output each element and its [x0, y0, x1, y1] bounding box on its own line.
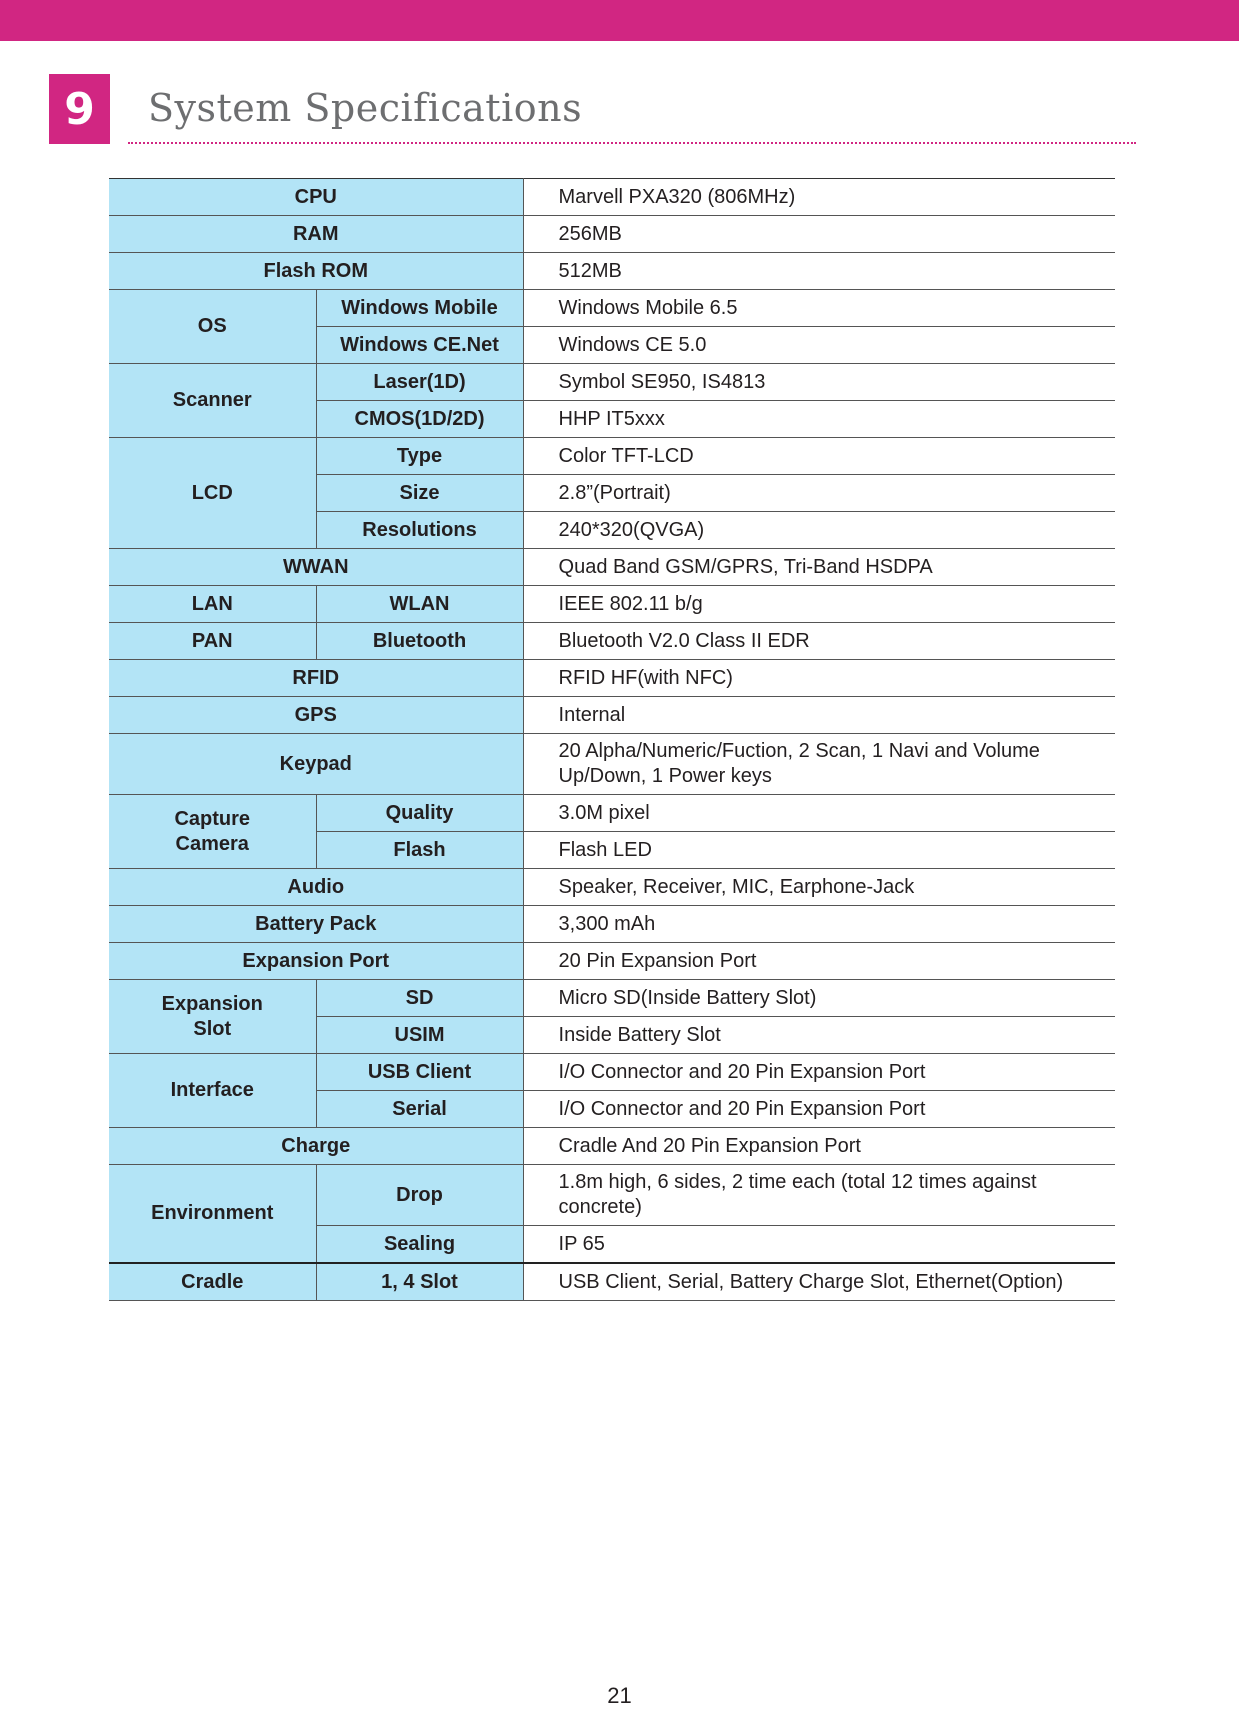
table-row: [109, 1165, 1115, 1226]
spec-value: Bluetooth V2.0 Class II EDR: [523, 623, 1115, 660]
spec-label: Keypad: [109, 734, 523, 795]
table-row: [109, 179, 1115, 216]
table-row: [109, 1054, 1115, 1091]
spec-value: 240*320(QVGA): [523, 512, 1115, 549]
spec-value: Inside Battery Slot: [523, 1017, 1115, 1054]
spec-group-label: PAN: [109, 623, 316, 660]
spec-sublabel: Quality: [316, 795, 523, 832]
spec-label-line: Capture: [174, 807, 251, 830]
spec-sublabel: Drop: [316, 1165, 523, 1226]
spec-label: GPS: [109, 697, 523, 734]
spec-sublabel: Flash: [316, 832, 523, 869]
spec-label: RAM: [109, 216, 523, 253]
spec-sublabel: Resolutions: [316, 512, 523, 549]
spec-value-line: concrete): [558, 1196, 642, 1218]
spec-value: 3.0M pixel: [523, 795, 1115, 832]
spec-label-line: Camera: [175, 832, 249, 855]
spec-sublabel: Windows CE.Net: [316, 327, 523, 364]
spec-label-line: Expansion: [161, 992, 263, 1015]
spec-value: Windows Mobile 6.5: [523, 290, 1115, 327]
spec-sublabel: Size: [316, 475, 523, 512]
spec-value: Internal: [523, 697, 1115, 734]
spec-value: HHP IT5xxx: [523, 401, 1115, 438]
spec-value-line: 20 Alpha/Numeric/Fuction, 2 Scan, 1 Navi and Volume: [558, 740, 1040, 762]
spec-value: Cradle And 20 Pin Expansion Port: [523, 1128, 1115, 1165]
table-row: [109, 795, 1115, 832]
spec-value: IEEE 802.11 b/g: [523, 586, 1115, 623]
spec-value: [523, 734, 1115, 795]
spec-value: Symbol SE950, IS4813: [523, 364, 1115, 401]
spec-group-label: LCD: [109, 438, 316, 549]
spec-label-line: Slot: [193, 1017, 232, 1040]
spec-sublabel: 1, 4 Slot: [316, 1263, 523, 1301]
table-row: [109, 697, 1115, 734]
table-row: [109, 869, 1115, 906]
table-row: [109, 438, 1115, 475]
table-row: [109, 980, 1115, 1017]
table-row: [109, 1263, 1115, 1301]
spec-group-label: Interface: [109, 1054, 316, 1128]
table-row: [109, 906, 1115, 943]
specifications-table: [109, 178, 1115, 1301]
spec-group-label: Environment: [109, 1165, 316, 1264]
table-row: [109, 734, 1115, 795]
top-color-bar: [0, 0, 1239, 41]
table-row: [109, 586, 1115, 623]
spec-label: Charge: [109, 1128, 523, 1165]
dotted-divider: [128, 142, 1136, 144]
spec-value: USB Client, Serial, Battery Charge Slot, Ethernet(Option): [523, 1263, 1115, 1301]
spec-value: Flash LED: [523, 832, 1115, 869]
spec-value: Marvell PXA320 (806MHz): [523, 179, 1115, 216]
spec-sublabel: Laser(1D): [316, 364, 523, 401]
spec-value: IP 65: [523, 1226, 1115, 1264]
table-row: [109, 216, 1115, 253]
spec-value: 512MB: [523, 253, 1115, 290]
spec-sublabel: Serial: [316, 1091, 523, 1128]
spec-label: Expansion Port: [109, 943, 523, 980]
spec-sublabel: USB Client: [316, 1054, 523, 1091]
spec-value: 2.8”(Portrait): [523, 475, 1115, 512]
spec-value: 256MB: [523, 216, 1115, 253]
table-row: [109, 660, 1115, 697]
spec-value: Quad Band GSM/GPRS, Tri-Band HSDPA: [523, 549, 1115, 586]
spec-label: Audio: [109, 869, 523, 906]
spec-label: RFID: [109, 660, 523, 697]
spec-sublabel: Windows Mobile: [316, 290, 523, 327]
table-row: [109, 549, 1115, 586]
table-row: [109, 290, 1115, 327]
page-number: 21: [607, 1683, 632, 1708]
spec-value: [523, 1165, 1115, 1226]
table-row: [109, 623, 1115, 660]
spec-group-label: LAN: [109, 586, 316, 623]
spec-value: Color TFT-LCD: [523, 438, 1115, 475]
table-row: [109, 1128, 1115, 1165]
spec-value: 20 Pin Expansion Port: [523, 943, 1115, 980]
table-row: [109, 253, 1115, 290]
spec-group-label: OS: [109, 290, 316, 364]
table-row: [109, 364, 1115, 401]
chapter-number-badge: 9: [49, 74, 110, 144]
spec-value-line: Up/Down, 1 Power keys: [558, 765, 772, 787]
spec-group-label: Scanner: [109, 364, 316, 438]
spec-label: CPU: [109, 179, 523, 216]
spec-sublabel: SD: [316, 980, 523, 1017]
spec-sublabel: Type: [316, 438, 523, 475]
spec-label: Flash ROM: [109, 253, 523, 290]
spec-value: I/O Connector and 20 Pin Expansion Port: [523, 1091, 1115, 1128]
table-row: [109, 943, 1115, 980]
spec-value: Speaker, Receiver, MIC, Earphone-Jack: [523, 869, 1115, 906]
spec-value: Micro SD(Inside Battery Slot): [523, 980, 1115, 1017]
spec-sublabel: CMOS(1D/2D): [316, 401, 523, 438]
spec-value-line: 1.8m high, 6 sides, 2 time each (total 12 times against: [558, 1171, 1037, 1193]
spec-sublabel: USIM: [316, 1017, 523, 1054]
page-title: System Specifications: [148, 86, 583, 130]
spec-sublabel: Bluetooth: [316, 623, 523, 660]
spec-sublabel: WLAN: [316, 586, 523, 623]
spec-group-label: [109, 795, 316, 869]
spec-label: WWAN: [109, 549, 523, 586]
spec-group-label: Cradle: [109, 1263, 316, 1301]
spec-sublabel: Sealing: [316, 1226, 523, 1264]
spec-label: Battery Pack: [109, 906, 523, 943]
spec-value: RFID HF(with NFC): [523, 660, 1115, 697]
spec-value: I/O Connector and 20 Pin Expansion Port: [523, 1054, 1115, 1091]
spec-group-label: [109, 980, 316, 1054]
spec-value: Windows CE 5.0: [523, 327, 1115, 364]
spec-value: 3,300 mAh: [523, 906, 1115, 943]
